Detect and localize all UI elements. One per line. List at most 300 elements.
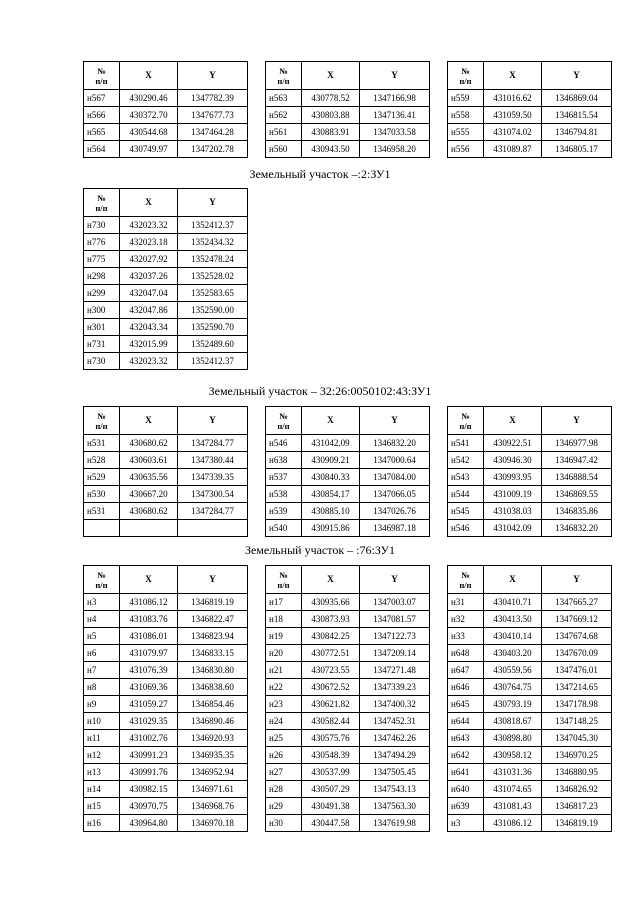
y-coordinate: 1347045.30: [542, 730, 612, 747]
header-num: [84, 189, 120, 217]
section-heading: Земельный участок – :76:ЗУ1: [244, 543, 396, 557]
table-row: [84, 730, 248, 747]
header-num-line2: п/п: [459, 420, 472, 431]
header-x: X: [302, 62, 360, 90]
x-coordinate: 431029.35: [120, 713, 178, 730]
point-number: н31: [448, 594, 484, 611]
coordinates-table: [265, 565, 430, 832]
coordinates-table: [447, 406, 612, 537]
x-coordinate: 431059.50: [484, 107, 542, 124]
table-row: [84, 815, 248, 832]
table-row: [84, 217, 248, 234]
y-coordinate: 1347271.48: [360, 662, 430, 679]
y-coordinate: 1352583.65: [178, 285, 248, 302]
table-row: [266, 107, 430, 124]
header-x: X: [120, 566, 178, 594]
point-number: н6: [84, 645, 120, 662]
table-row: [448, 520, 612, 537]
x-coordinate: 431074.02: [484, 124, 542, 141]
x-coordinate: 432043.34: [120, 319, 178, 336]
y-coordinate: 1347066.05: [360, 486, 430, 503]
x-coordinate: 430410.14: [484, 628, 542, 645]
table-row: [84, 781, 248, 798]
y-coordinate: 1346890.46: [178, 713, 248, 730]
table-row: [266, 469, 430, 486]
table-header-row: [266, 407, 430, 435]
x-coordinate: 432037.26: [120, 268, 178, 285]
y-coordinate: 1346830.80: [178, 662, 248, 679]
table-row: [84, 285, 248, 302]
header-y: Y: [360, 62, 430, 90]
point-number: н545: [448, 503, 484, 520]
x-coordinate: 432023.32: [120, 353, 178, 370]
point-number: н20: [266, 645, 302, 662]
y-coordinate: 1347209.14: [360, 645, 430, 662]
x-coordinate: 431083.76: [120, 611, 178, 628]
y-coordinate: 1347178.98: [542, 696, 612, 713]
y-coordinate: 1346977.98: [542, 435, 612, 452]
y-coordinate: 1346869.55: [542, 486, 612, 503]
table-row: [266, 645, 430, 662]
x-coordinate: 430491.38: [302, 798, 360, 815]
point-number: н561: [266, 124, 302, 141]
header-y: Y: [542, 62, 612, 90]
y-coordinate: 1346958.20: [360, 141, 430, 158]
header-num-line2: п/п: [459, 579, 472, 590]
x-coordinate: 432047.04: [120, 285, 178, 302]
x-coordinate: 430993.95: [484, 469, 542, 486]
point-number: н563: [266, 90, 302, 107]
point-number: н21: [266, 662, 302, 679]
point-number: н559: [448, 90, 484, 107]
x-coordinate: 430635.56: [120, 469, 178, 486]
x-coordinate: 431069.36: [120, 679, 178, 696]
point-number: н544: [448, 486, 484, 503]
y-coordinate: 1347284.77: [178, 435, 248, 452]
table-row: [84, 302, 248, 319]
table-row: [84, 353, 248, 370]
table-row: [84, 679, 248, 696]
x-coordinate: 430885.10: [302, 503, 360, 520]
x-coordinate: 430854.17: [302, 486, 360, 503]
table-row: [448, 679, 612, 696]
y-coordinate: 1346819.19: [178, 594, 248, 611]
x-coordinate: 430883.91: [302, 124, 360, 141]
x-coordinate: 431086.12: [120, 594, 178, 611]
x-coordinate: 430507.29: [302, 781, 360, 798]
header-num: [266, 62, 302, 90]
y-coordinate: 1347284.77: [178, 503, 248, 520]
y-coordinate: 1346815.54: [542, 107, 612, 124]
coordinates-table: [83, 188, 248, 370]
point-number: н540: [266, 520, 302, 537]
point-number: н528: [84, 452, 120, 469]
table-row: [84, 486, 248, 503]
section-heading: Земельный участок – 32:26:0050102:43:ЗУ1: [208, 384, 432, 398]
coordinates-table: [447, 61, 612, 158]
x-coordinate: 431086.12: [484, 815, 542, 832]
table-row: [448, 747, 612, 764]
point-number: н543: [448, 469, 484, 486]
point-number: н643: [448, 730, 484, 747]
table-row: [448, 713, 612, 730]
x-coordinate: 430964.80: [120, 815, 178, 832]
y-coordinate: 1347462.26: [360, 730, 430, 747]
point-number: н646: [448, 679, 484, 696]
header-num: [84, 566, 120, 594]
point-number: н565: [84, 124, 120, 141]
x-coordinate: 432047.86: [120, 302, 178, 319]
y-coordinate: 1347563.30: [360, 798, 430, 815]
point-number: н28: [266, 781, 302, 798]
table-row: [84, 520, 248, 537]
y-coordinate: 1347677.73: [178, 107, 248, 124]
table-row: [266, 747, 430, 764]
x-coordinate: 430621.82: [302, 696, 360, 713]
header-num: [448, 62, 484, 90]
table-row: [84, 124, 248, 141]
x-coordinate: 430982.15: [120, 781, 178, 798]
header-x: X: [120, 62, 178, 90]
header-num-line1: №: [461, 569, 470, 580]
point-number: н566: [84, 107, 120, 124]
table-row: [266, 611, 430, 628]
point-number: н642: [448, 747, 484, 764]
y-coordinate: 1347000.64: [360, 452, 430, 469]
y-coordinate: 1347339.23: [360, 679, 430, 696]
point-number: н3: [84, 594, 120, 611]
x-coordinate: 431002.76: [120, 730, 178, 747]
point-number: н647: [448, 662, 484, 679]
point-number: н299: [84, 285, 120, 302]
point-number: н11: [84, 730, 120, 747]
table-row: [84, 251, 248, 268]
coordinates-table: [447, 565, 612, 832]
y-coordinate: [178, 520, 248, 537]
point-number: н22: [266, 679, 302, 696]
x-coordinate: 430603.61: [120, 452, 178, 469]
x-coordinate: 430970.75: [120, 798, 178, 815]
y-coordinate: 1352590.70: [178, 319, 248, 336]
header-num-line2: п/п: [459, 75, 472, 86]
point-number: н537: [266, 469, 302, 486]
table-row: [448, 469, 612, 486]
section-heading: Земельный участок –:2:ЗУ1: [249, 167, 391, 181]
table-row: [266, 679, 430, 696]
x-coordinate: 430410.71: [484, 594, 542, 611]
point-number: н775: [84, 251, 120, 268]
header-num-line1: №: [461, 65, 470, 76]
point-number: н5: [84, 628, 120, 645]
header-x: X: [484, 407, 542, 435]
point-number: н644: [448, 713, 484, 730]
point-number: н33: [448, 628, 484, 645]
table-row: [266, 662, 430, 679]
x-coordinate: 431076.39: [120, 662, 178, 679]
y-coordinate: 1347476.01: [542, 662, 612, 679]
point-number: н546: [448, 520, 484, 537]
point-number: н30: [266, 815, 302, 832]
y-coordinate: 1347670.09: [542, 645, 612, 662]
table-row: [448, 696, 612, 713]
coordinates-table: [265, 61, 430, 158]
table-row: [266, 594, 430, 611]
x-coordinate: 430909.21: [302, 452, 360, 469]
x-coordinate: 431042.09: [302, 435, 360, 452]
table-row: [266, 90, 430, 107]
table-row: [84, 611, 248, 628]
y-coordinate: 1346970.18: [178, 815, 248, 832]
header-num-line2: п/п: [277, 75, 290, 86]
header-num-line1: №: [461, 410, 470, 421]
coordinates-table: [83, 61, 248, 158]
table-row: [448, 107, 612, 124]
y-coordinate: 1346805.17: [542, 141, 612, 158]
point-number: н8: [84, 679, 120, 696]
point-number: н564: [84, 141, 120, 158]
y-coordinate: 1347084.00: [360, 469, 430, 486]
point-number: н529: [84, 469, 120, 486]
table-row: [448, 486, 612, 503]
table-row: [84, 319, 248, 336]
y-coordinate: 1346935.35: [178, 747, 248, 764]
table-row: [266, 520, 430, 537]
point-number: н645: [448, 696, 484, 713]
point-number: [84, 520, 120, 537]
x-coordinate: 430842.25: [302, 628, 360, 645]
point-number: н10: [84, 713, 120, 730]
table-row: [84, 268, 248, 285]
header-y: Y: [178, 189, 248, 217]
x-coordinate: 431079.97: [120, 645, 178, 662]
table-row: [266, 798, 430, 815]
y-coordinate: 1347033.58: [360, 124, 430, 141]
header-num-line2: п/п: [277, 579, 290, 590]
header-y: Y: [542, 566, 612, 594]
x-coordinate: 430548.39: [302, 747, 360, 764]
table-row: [266, 486, 430, 503]
point-number: н17: [266, 594, 302, 611]
header-y: Y: [360, 407, 430, 435]
point-number: н29: [266, 798, 302, 815]
table-header-row: [448, 62, 612, 90]
table-row: [448, 781, 612, 798]
table-header-row: [448, 407, 612, 435]
y-coordinate: 1347665.27: [542, 594, 612, 611]
table-row: [266, 815, 430, 832]
table-row: [84, 747, 248, 764]
y-coordinate: 1346869.04: [542, 90, 612, 107]
point-number: н12: [84, 747, 120, 764]
table-header-row: [84, 566, 248, 594]
x-coordinate: 430898.80: [484, 730, 542, 747]
y-coordinate: 1346819.19: [542, 815, 612, 832]
x-coordinate: 430575.76: [302, 730, 360, 747]
x-coordinate: 431016.62: [484, 90, 542, 107]
y-coordinate: 1346854.46: [178, 696, 248, 713]
point-number: н541: [448, 435, 484, 452]
x-coordinate: 430672.52: [302, 679, 360, 696]
table-row: [266, 452, 430, 469]
point-number: н531: [84, 503, 120, 520]
table-row: [84, 594, 248, 611]
x-coordinate: 430818.67: [484, 713, 542, 730]
x-coordinate: 431009.19: [484, 486, 542, 503]
x-coordinate: 430372.70: [120, 107, 178, 124]
point-number: н560: [266, 141, 302, 158]
table-header-row: [84, 189, 248, 217]
x-coordinate: 430447.58: [302, 815, 360, 832]
point-number: н546: [266, 435, 302, 452]
table-row: [84, 469, 248, 486]
y-coordinate: 1347202.78: [178, 141, 248, 158]
table-row: [84, 764, 248, 781]
table-row: [84, 713, 248, 730]
x-coordinate: 431086.01: [120, 628, 178, 645]
y-coordinate: 1352590.00: [178, 302, 248, 319]
header-y: Y: [178, 407, 248, 435]
table-header-row: [84, 62, 248, 90]
point-number: н15: [84, 798, 120, 815]
coordinates-table: [83, 565, 248, 832]
x-coordinate: 430778.52: [302, 90, 360, 107]
y-coordinate: 1347003.07: [360, 594, 430, 611]
header-y: Y: [360, 566, 430, 594]
header-num: [84, 62, 120, 90]
header-num-line1: №: [279, 65, 288, 76]
table-row: [266, 628, 430, 645]
x-coordinate: 430873.93: [302, 611, 360, 628]
table-row: [448, 141, 612, 158]
y-coordinate: 1347166.98: [360, 90, 430, 107]
table-row: [448, 815, 612, 832]
point-number: н730: [84, 217, 120, 234]
point-number: н639: [448, 798, 484, 815]
x-coordinate: 430793.19: [484, 696, 542, 713]
y-coordinate: 1347339.35: [178, 469, 248, 486]
table-row: [84, 645, 248, 662]
table-row: [84, 696, 248, 713]
header-x: X: [120, 189, 178, 217]
table-row: [448, 730, 612, 747]
x-coordinate: 431074.65: [484, 781, 542, 798]
header-num-line2: п/п: [95, 75, 108, 86]
y-coordinate: 1352412.37: [178, 217, 248, 234]
y-coordinate: 1347674.68: [542, 628, 612, 645]
x-coordinate: 430544.68: [120, 124, 178, 141]
table-row: [84, 90, 248, 107]
table-row: [84, 435, 248, 452]
header-num-line1: №: [279, 410, 288, 421]
header-x: X: [484, 566, 542, 594]
header-x: X: [484, 62, 542, 90]
x-coordinate: 431081.43: [484, 798, 542, 815]
table-row: [84, 662, 248, 679]
point-number: н14: [84, 781, 120, 798]
point-number: н32: [448, 611, 484, 628]
y-coordinate: 1346880.95: [542, 764, 612, 781]
point-number: н731: [84, 336, 120, 353]
x-coordinate: 430559.56: [484, 662, 542, 679]
x-coordinate: 430290.46: [120, 90, 178, 107]
table-row: [448, 124, 612, 141]
x-coordinate: 432015.99: [120, 336, 178, 353]
x-coordinate: 431038.03: [484, 503, 542, 520]
table-row: [266, 781, 430, 798]
point-number: н638: [266, 452, 302, 469]
y-coordinate: 1346833.15: [178, 645, 248, 662]
point-number: н23: [266, 696, 302, 713]
header-num-line2: п/п: [95, 579, 108, 590]
x-coordinate: 430680.62: [120, 435, 178, 452]
table-header-row: [448, 566, 612, 594]
point-number: н300: [84, 302, 120, 319]
x-coordinate: 430403.20: [484, 645, 542, 662]
header-x: X: [120, 407, 178, 435]
x-coordinate: 430958.12: [484, 747, 542, 764]
point-number: н640: [448, 781, 484, 798]
point-number: н301: [84, 319, 120, 336]
y-coordinate: 1346970.25: [542, 747, 612, 764]
table-row: [266, 713, 430, 730]
x-coordinate: 430840.33: [302, 469, 360, 486]
table-row: [266, 696, 430, 713]
x-coordinate: 430772.51: [302, 645, 360, 662]
x-coordinate: 431059.27: [120, 696, 178, 713]
y-coordinate: 1346947.42: [542, 452, 612, 469]
x-coordinate: 430723.55: [302, 662, 360, 679]
x-coordinate: 430935.66: [302, 594, 360, 611]
point-number: н567: [84, 90, 120, 107]
table-row: [84, 503, 248, 520]
x-coordinate: 430803.88: [302, 107, 360, 124]
header-y: Y: [542, 407, 612, 435]
table-header-row: [266, 62, 430, 90]
y-coordinate: 1347400.32: [360, 696, 430, 713]
table-row: [84, 452, 248, 469]
point-number: н562: [266, 107, 302, 124]
header-num-line1: №: [97, 65, 106, 76]
table-row: [448, 764, 612, 781]
table-row: [266, 764, 430, 781]
x-coordinate: 430946.30: [484, 452, 542, 469]
x-coordinate: 430680.62: [120, 503, 178, 520]
x-coordinate: 430991.23: [120, 747, 178, 764]
header-num-line2: п/п: [277, 420, 290, 431]
y-coordinate: 1346920.93: [178, 730, 248, 747]
point-number: н25: [266, 730, 302, 747]
x-coordinate: 432023.32: [120, 217, 178, 234]
x-coordinate: 430413.50: [484, 611, 542, 628]
y-coordinate: 1352412.37: [178, 353, 248, 370]
header-x: X: [302, 566, 360, 594]
y-coordinate: 1346822.47: [178, 611, 248, 628]
point-number: н538: [266, 486, 302, 503]
table-row: [448, 611, 612, 628]
table-row: [448, 628, 612, 645]
y-coordinate: 1347543.13: [360, 781, 430, 798]
header-num-line1: №: [97, 569, 106, 580]
y-coordinate: 1347452.31: [360, 713, 430, 730]
point-number: н776: [84, 234, 120, 251]
header-y: Y: [178, 62, 248, 90]
point-number: н556: [448, 141, 484, 158]
x-coordinate: 430537.99: [302, 764, 360, 781]
point-number: н298: [84, 268, 120, 285]
point-number: н19: [266, 628, 302, 645]
header-num-line1: №: [97, 192, 106, 203]
coordinates-table: [83, 406, 248, 537]
